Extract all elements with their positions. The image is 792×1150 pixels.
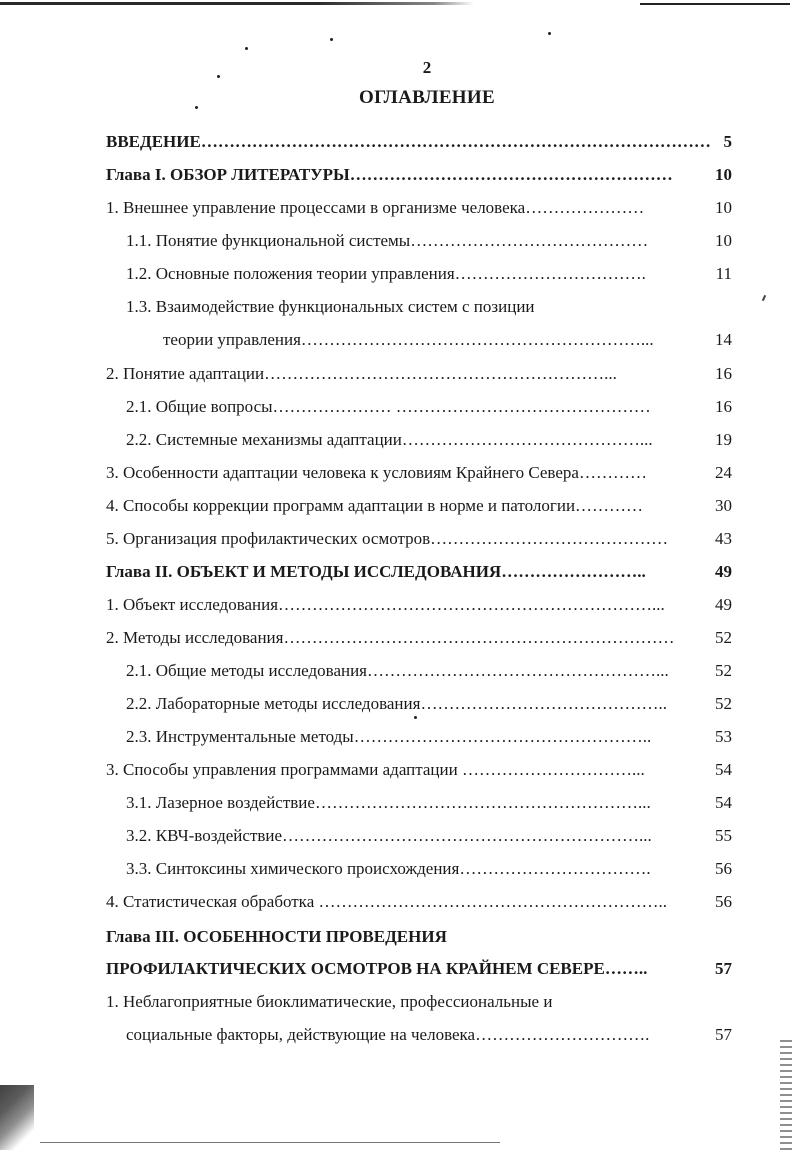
toc-entry	[126, 824, 732, 848]
toc-entry	[106, 362, 732, 386]
toc-entry-text: 3. Способы управления программами адаптации …………………………...	[106, 760, 645, 779]
toc-entry-text: 2.3. Инструментальные методы……………………………………………..	[126, 727, 652, 746]
toc-entry-page: 54	[715, 793, 732, 812]
scan-mark	[762, 295, 766, 301]
scan-speck	[245, 47, 248, 50]
toc-entry-text: социальные факторы, действующие на человека………………………….	[126, 1025, 650, 1044]
toc-entry-text: 3.1. Лазерное воздействие…………………………………………………...	[126, 793, 651, 812]
toc-entry	[126, 262, 732, 286]
toc-entry	[106, 163, 732, 187]
toc-entry-page: 43	[715, 529, 732, 548]
toc-entry-text: 1. Неблагоприятные биоклиматические, профессиональные и	[106, 992, 553, 1011]
scan-speck	[330, 38, 333, 41]
toc-entry-text: Глава III. ОСОБЕННОСТИ ПРОВЕДЕНИЯ	[106, 927, 447, 946]
toc-entry	[106, 560, 732, 584]
toc-entry	[106, 990, 552, 1014]
toc-entry-text: 4. Способы коррекции программ адаптации в норме и патологии…………	[106, 496, 644, 515]
toc-entry	[106, 593, 732, 617]
toc-entry-page: 14	[715, 330, 732, 349]
toc-entry-text: 2. Методы исследования……………………………………………………………	[106, 628, 675, 647]
toc-entry-text: 1.2. Основные положения теории управления…………………………….	[126, 264, 646, 283]
toc-entry-text: 2.1. Общие методы исследования……………………………………………...	[126, 661, 669, 680]
toc-entry	[106, 925, 447, 949]
toc-entry	[163, 328, 732, 352]
page-title: ОГЛАВЛЕНИЕ	[359, 87, 495, 108]
toc-entry-page: 24	[715, 463, 732, 482]
toc-entry-page: 10	[715, 198, 732, 217]
toc-entry	[106, 957, 732, 981]
scan-top-edge-right	[640, 3, 790, 5]
toc-entry-text: 3. Особенности адаптации человека к условиям Крайнего Севера…………	[106, 463, 647, 482]
toc-entry-page: 30	[715, 496, 732, 515]
scan-speck	[414, 716, 417, 719]
toc-entry-page: 56	[715, 892, 732, 911]
toc-entry-page: 10	[715, 231, 732, 250]
toc-entry-text: Глава II. ОБЪЕКТ И МЕТОДЫ ИССЛЕДОВАНИЯ……………………..	[106, 562, 646, 581]
toc-entry-text: 3.3. Синтоксины химического происхождения…………………………….	[126, 859, 651, 878]
toc-entry-text: 2.2. Системные механизмы адаптации……………………………………...	[126, 430, 653, 449]
toc-entry-page: 19	[715, 430, 732, 449]
scan-edge-artifact	[0, 1085, 34, 1150]
toc-entry	[126, 428, 732, 452]
scan-bottom-edge	[40, 1142, 500, 1143]
toc-entry-page: 5	[723, 132, 732, 151]
toc-entry	[126, 295, 535, 319]
toc-entry-page: 52	[715, 694, 732, 713]
page-number: 2	[422, 58, 432, 77]
toc-entry-page: 52	[715, 628, 732, 647]
toc-entry-page: 52	[715, 661, 732, 680]
toc-entry-text: 3.2. КВЧ-воздействие………………………………………………………...	[126, 826, 652, 845]
toc-entry	[106, 890, 732, 914]
toc-entry-page: 11	[715, 264, 732, 283]
toc-entry-page: 53	[715, 727, 732, 746]
toc-entry-text: 4. Статистическая обработка ……………………………………………………..	[106, 892, 667, 911]
toc-entry-page: 16	[715, 364, 732, 383]
toc-entry-text: ПРОФИЛАКТИЧЕСКИХ ОСМОТРОВ НА КРАЙНЕМ СЕВЕРЕ……..	[106, 959, 648, 978]
toc-entry-text: 1.3. Взаимодействие функциональных систем с позиции	[126, 297, 535, 316]
toc-entry-text: 5. Организация профилактических осмотров……………………………………	[106, 529, 669, 548]
toc-entry-text: 2.1. Общие вопросы………………… ………………………………………	[126, 397, 651, 416]
toc-entry	[106, 758, 732, 782]
toc-entry	[126, 659, 732, 683]
toc-entry	[126, 692, 732, 716]
toc-entry-page: 10	[715, 165, 732, 184]
toc-entry-text: 1. Объект исследования…………………………………………………………...	[106, 595, 665, 614]
toc-entry-text: теории управления……………………………………………………...	[163, 330, 654, 349]
toc-entry	[106, 527, 732, 551]
toc-entry-text: Глава I. ОБЗОР ЛИТЕРАТУРЫ…………………………………………………	[106, 165, 673, 184]
toc-entry-page: 49	[715, 562, 732, 581]
toc-entry-page: 16	[715, 397, 732, 416]
toc-entry	[106, 626, 732, 650]
toc-entry	[126, 791, 732, 815]
toc-entry	[106, 494, 732, 518]
toc-entry	[126, 1023, 732, 1047]
toc-entry-page: 57	[715, 1025, 732, 1044]
toc-entry-page: 56	[715, 859, 732, 878]
toc-entry	[106, 130, 732, 154]
toc-entry	[126, 857, 732, 881]
toc-entry-page: 57	[715, 959, 732, 978]
toc-entry	[126, 395, 732, 419]
toc-entry-text: 1. Внешнее управление процессами в организме человека…………………	[106, 198, 645, 217]
toc-entry-page: 55	[715, 826, 732, 845]
toc-entry-text: ВВЕДЕНИЕ………………………………………………………………………………	[106, 132, 711, 151]
toc-entry	[126, 229, 732, 253]
toc-entry	[106, 196, 732, 220]
toc-entry-page: 54	[715, 760, 732, 779]
toc-entry-text: 1.1. Понятие функциональной системы……………………………………	[126, 231, 649, 250]
toc-entry-text: 2. Понятие адаптации……………………………………………………...	[106, 364, 617, 383]
toc-entry	[126, 725, 732, 749]
toc-entry-text: 2.2. Лабораторные методы исследования……………………………………..	[126, 694, 667, 713]
toc-entry-page: 49	[715, 595, 732, 614]
scan-edge-artifact	[780, 1040, 792, 1150]
scan-speck	[548, 32, 551, 35]
toc-entry	[106, 461, 732, 485]
